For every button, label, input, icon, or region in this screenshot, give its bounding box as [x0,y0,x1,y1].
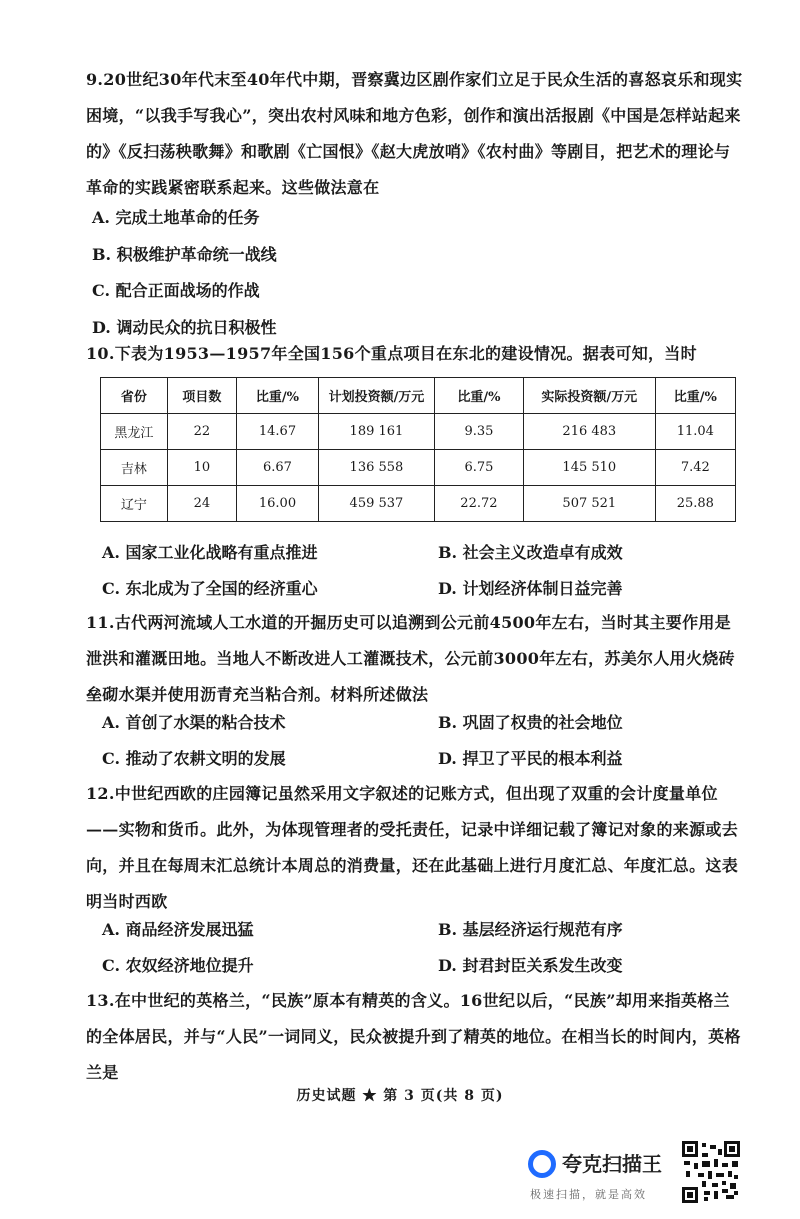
scanner-logo-icon [528,1150,556,1178]
table-cell: 辽宁 [101,486,168,522]
page-footer: 历史试题 ★ 第 3 页(共 8 页) [296,1088,504,1104]
table-cell: 22 [167,414,236,450]
table-cell: 16.00 [236,486,318,522]
table-cell: 黑龙江 [101,414,168,450]
table-header: 比重/% [434,378,523,414]
table-cell: 24 [167,486,236,522]
table-cell: 25.88 [655,486,735,522]
table-cell: 6.67 [236,450,318,486]
question-12-text: 12.中世纪西欧的庄园簿记虽然采用文字叙述的记账方式，但出现了双重的会计度量单位——实物和货币。此外，为体现管理者的受托责任，记录中详细记载了簿记对象的来源或去向，并且在每周末汇总统计本周总的消费量，还在此基础上进行月度汇总、年度汇总。这表明当时西欧 [86,784,739,911]
table-cell: 136 558 [319,450,435,486]
table-row [101,486,736,522]
q11-option-b: B. 巩固了权贵的社会地位 [438,713,623,732]
table-header: 项目数 [167,378,236,414]
table-cell: 10 [167,450,236,486]
question-10 [86,336,746,372]
q12-option-d: D. 封君封臣关系发生改变 [438,956,623,975]
project-table [100,377,736,522]
table-cell: 7.42 [655,450,735,486]
q9-option-b: B. 积极维护革命统一战线 [92,245,277,264]
q10-option-a: A. 国家工业化战略有重点推进 [102,543,318,562]
table-header: 比重/% [655,378,735,414]
q11-option-d: D. 捍卫了平民的根本利益 [438,749,623,768]
q12-option-c: C. 农奴经济地位提升 [102,956,254,975]
table-cell: 145 510 [523,450,655,486]
question-9-text: 9.20世纪30年代末至40年代中期，晋察冀边区剧作家们立足于民众生活的喜怒哀乐和现实困境，“以我手写我心”，突出农村风味和地方色彩，创作和演出活报剧《中国是怎样站起来的》《反扫荡秧歌舞》和歌剧《亡国恨》《赵大虎放哨》《农村曲》等剧目，把艺术的理论与革命的实践紧密联系起来。这些做法意在 [86,70,743,197]
q11-option-a: A. 首创了水渠的粘合技术 [102,713,286,732]
qr-code-icon [682,1141,740,1203]
table-cell: 216 483 [523,414,655,450]
q12-option-b: B. 基层经济运行规范有序 [438,920,623,939]
table-row [101,450,736,486]
table-cell: 14.67 [236,414,318,450]
table-cell: 22.72 [434,486,523,522]
question-10-text: 10.下表为1953—1957年全国156个重点项目在东北的建设情况。据表可知，当时 [86,344,697,363]
scanner-slogan: 极速扫描，就是高效 [530,1188,647,1201]
question-12 [86,776,746,920]
table-cell: 507 521 [523,486,655,522]
q11-option-c: C. 推动了农耕文明的发展 [102,749,286,768]
table-header: 计划投资额/万元 [319,378,435,414]
question-9 [86,62,746,206]
table-header: 省份 [101,378,168,414]
table-cell: 6.75 [434,450,523,486]
table-cell: 吉林 [101,450,168,486]
q10-option-d: D. 计划经济体制日益完善 [438,579,623,598]
q10-option-c: C. 东北成为了全国的经济重心 [102,579,318,598]
table-cell: 9.35 [434,414,523,450]
table-row [101,414,736,450]
question-11 [86,605,746,713]
question-13 [86,983,746,1091]
table-cell: 11.04 [655,414,735,450]
table-cell: 459 537 [319,486,435,522]
question-11-text: 11.古代两河流域人工水道的开掘历史可以追溯到公元前4500年左右，当时其主要作用是泄洪和灌溉田地。当地人不断改进人工灌溉技术，公元前3000年左右，苏美尔人用火烧砖垒砌水渠并使用沥青充当粘合剂。材料所述做法 [86,613,735,704]
table-header: 比重/% [236,378,318,414]
q9-option-d: D. 调动民众的抗日积极性 [92,318,277,337]
table-header-row [101,378,736,414]
q10-option-b: B. 社会主义改造卓有成效 [438,543,623,562]
table-cell: 189 161 [319,414,435,450]
question-13-text: 13.在中世纪的英格兰，“民族”原本有精英的含义。16世纪以后，“民族”却用来指英格兰的全体居民，并与“人民”一词同义，民众被提升到了精英的地位。在相当长的时间内，英格兰是 [86,991,741,1082]
scanner-watermark [528,1148,678,1208]
q9-option-c: C. 配合正面战场的作战 [92,281,260,300]
q12-option-a: A. 商品经济发展迅猛 [102,920,254,939]
scanner-brand-name: 夸克扫描王 [562,1152,662,1176]
q9-option-a: A. 完成土地革命的任务 [92,208,260,227]
table-header: 实际投资额/万元 [523,378,655,414]
